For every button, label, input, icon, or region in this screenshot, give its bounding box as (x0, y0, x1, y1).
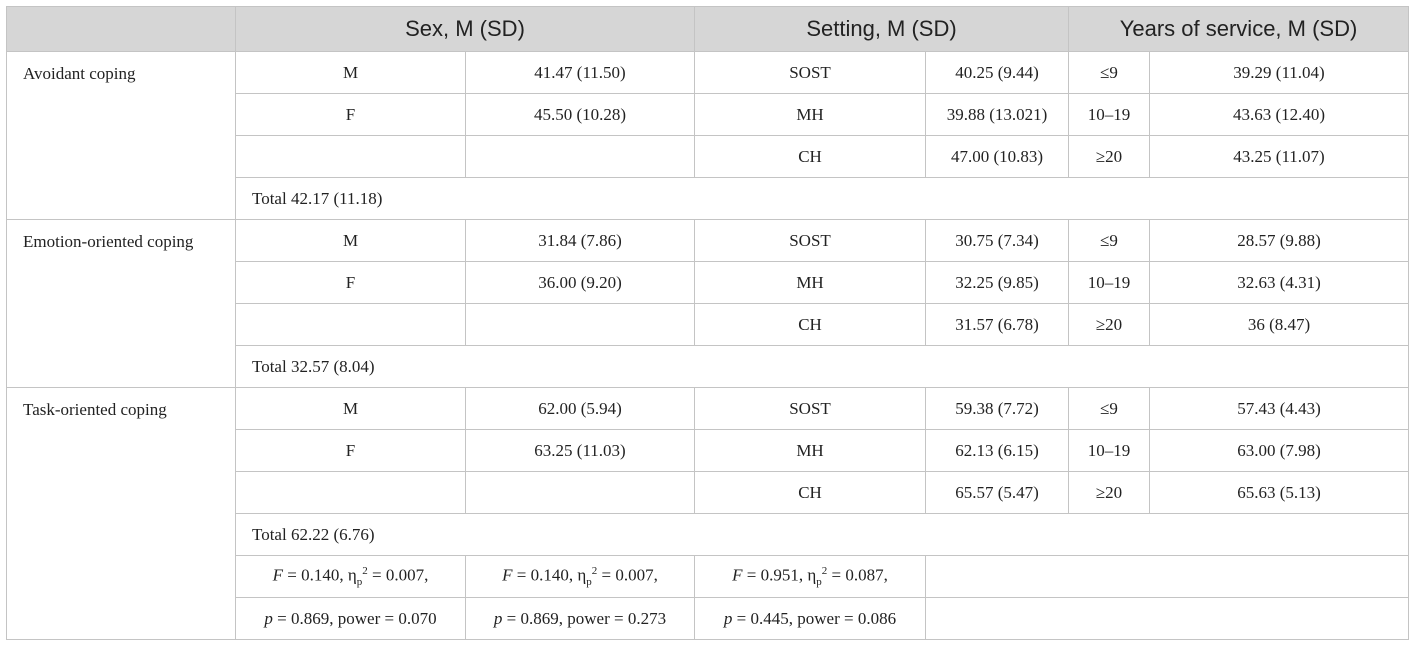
setting-value: 62.13 (6.15) (926, 430, 1069, 472)
sex-category: F (236, 262, 466, 304)
stat-eta-value: = 0.007, (597, 565, 658, 585)
stat-f-eta-sex-2 (466, 556, 695, 598)
stat-eta-sub: p (816, 576, 822, 589)
setting-value: 40.25 (9.44) (926, 52, 1069, 94)
years-category: ≥20 (1069, 472, 1150, 514)
group-total: Total 32.57 (8.04) (236, 346, 1409, 388)
years-value: 57.43 (4.43) (1150, 388, 1409, 430)
setting-category: CH (695, 472, 926, 514)
years-category: ≥20 (1069, 136, 1150, 178)
setting-value: 39.88 (13.021) (926, 94, 1069, 136)
group-label-avoidant: Avoidant coping (7, 52, 236, 220)
stat-p-symbol: p (264, 608, 273, 628)
group-total: Total 62.22 (6.76) (236, 514, 1409, 556)
stat-f-value: = 0.140, (283, 565, 348, 585)
sex-category: M (236, 220, 466, 262)
sex-category (236, 472, 466, 514)
group-label-emotion: Emotion-oriented coping (7, 220, 236, 388)
table-row (7, 220, 1409, 262)
stat-p-symbol: p (723, 608, 733, 628)
stat-p-value: = 0.869, power = 0.273 (502, 608, 667, 628)
stat-f-symbol: F (732, 565, 743, 585)
setting-value: 59.38 (7.72) (926, 388, 1069, 430)
years-category: ≤9 (1069, 52, 1150, 94)
header-years-of-service: Years of service, M (SD) (1069, 7, 1409, 52)
stat-f-eta-sex-1 (236, 556, 466, 598)
years-value: 63.00 (7.98) (1150, 430, 1409, 472)
setting-value: 47.00 (10.83) (926, 136, 1069, 178)
sex-value (466, 136, 695, 178)
stat-eta-sup: 2 (591, 564, 598, 577)
sex-value: 63.25 (11.03) (466, 430, 695, 472)
stat-f-value: = 0.140, (512, 565, 578, 585)
years-category: 10–19 (1069, 262, 1150, 304)
setting-category: SOST (695, 388, 926, 430)
table-row (7, 388, 1409, 430)
group-total: Total 42.17 (11.18) (236, 178, 1409, 220)
sex-category (236, 304, 466, 346)
sex-category: M (236, 52, 466, 94)
stat-p-value: = 0.445, power = 0.086 (732, 608, 897, 628)
header-sex: Sex, M (SD) (236, 7, 695, 52)
sex-value: 36.00 (9.20) (466, 262, 695, 304)
stat-p-sex-2 (466, 598, 695, 640)
years-value: 28.57 (9.88) (1150, 220, 1409, 262)
years-value: 39.29 (11.04) (1150, 52, 1409, 94)
years-category: ≤9 (1069, 388, 1150, 430)
setting-category: MH (695, 262, 926, 304)
setting-category: SOST (695, 52, 926, 94)
setting-category: CH (695, 304, 926, 346)
years-value: 36 (8.47) (1150, 304, 1409, 346)
years-value: 43.63 (12.40) (1150, 94, 1409, 136)
header-corner (7, 7, 236, 52)
sex-value (466, 304, 695, 346)
sex-category (236, 136, 466, 178)
setting-category: MH (695, 430, 926, 472)
stat-eta-sub: p (586, 576, 592, 589)
years-value: 32.63 (4.31) (1150, 262, 1409, 304)
setting-value: 32.25 (9.85) (926, 262, 1069, 304)
years-category: ≤9 (1069, 220, 1150, 262)
stat-f-symbol: F (272, 565, 284, 585)
sex-category: F (236, 94, 466, 136)
sex-value: 31.84 (7.86) (466, 220, 695, 262)
stat-eta-symbol: η (807, 565, 817, 585)
header-row (7, 7, 1409, 52)
stat-eta-symbol: η (577, 565, 587, 585)
sex-category: F (236, 430, 466, 472)
stat-eta-value: = 0.087, (827, 565, 888, 585)
stat-p-symbol: p (493, 608, 503, 628)
results-table (6, 6, 1409, 640)
stat-eta-sup: 2 (362, 564, 368, 577)
sex-value: 45.50 (10.28) (466, 94, 695, 136)
years-category: 10–19 (1069, 94, 1150, 136)
stat-p-setting (695, 598, 926, 640)
sex-category: M (236, 388, 466, 430)
setting-value: 65.57 (5.47) (926, 472, 1069, 514)
results-table-container (6, 6, 1408, 640)
stat-blank (926, 598, 1409, 640)
years-value: 43.25 (11.07) (1150, 136, 1409, 178)
stat-eta-sub: p (356, 576, 363, 589)
sex-value: 62.00 (5.94) (466, 388, 695, 430)
setting-category: CH (695, 136, 926, 178)
stat-f-eta-setting (695, 556, 926, 598)
years-value: 65.63 (5.13) (1150, 472, 1409, 514)
group-label-task: Task-oriented coping (7, 388, 236, 640)
stat-eta-symbol: η (347, 565, 357, 585)
stat-eta-sup: 2 (821, 564, 828, 577)
sex-value (466, 472, 695, 514)
setting-category: MH (695, 94, 926, 136)
header-setting: Setting, M (SD) (695, 7, 1069, 52)
stat-f-symbol: F (502, 565, 513, 585)
sex-value: 41.47 (11.50) (466, 52, 695, 94)
stat-eta-value: = 0.007, (367, 565, 429, 585)
stat-f-value: = 0.951, (742, 565, 808, 585)
years-category: 10–19 (1069, 430, 1150, 472)
years-category: ≥20 (1069, 304, 1150, 346)
stat-p-sex-1 (236, 598, 466, 640)
table-row (7, 52, 1409, 94)
setting-category: SOST (695, 220, 926, 262)
stat-p-value: = 0.869, power = 0.070 (272, 608, 437, 628)
setting-value: 30.75 (7.34) (926, 220, 1069, 262)
setting-value: 31.57 (6.78) (926, 304, 1069, 346)
stat-blank (926, 556, 1409, 598)
